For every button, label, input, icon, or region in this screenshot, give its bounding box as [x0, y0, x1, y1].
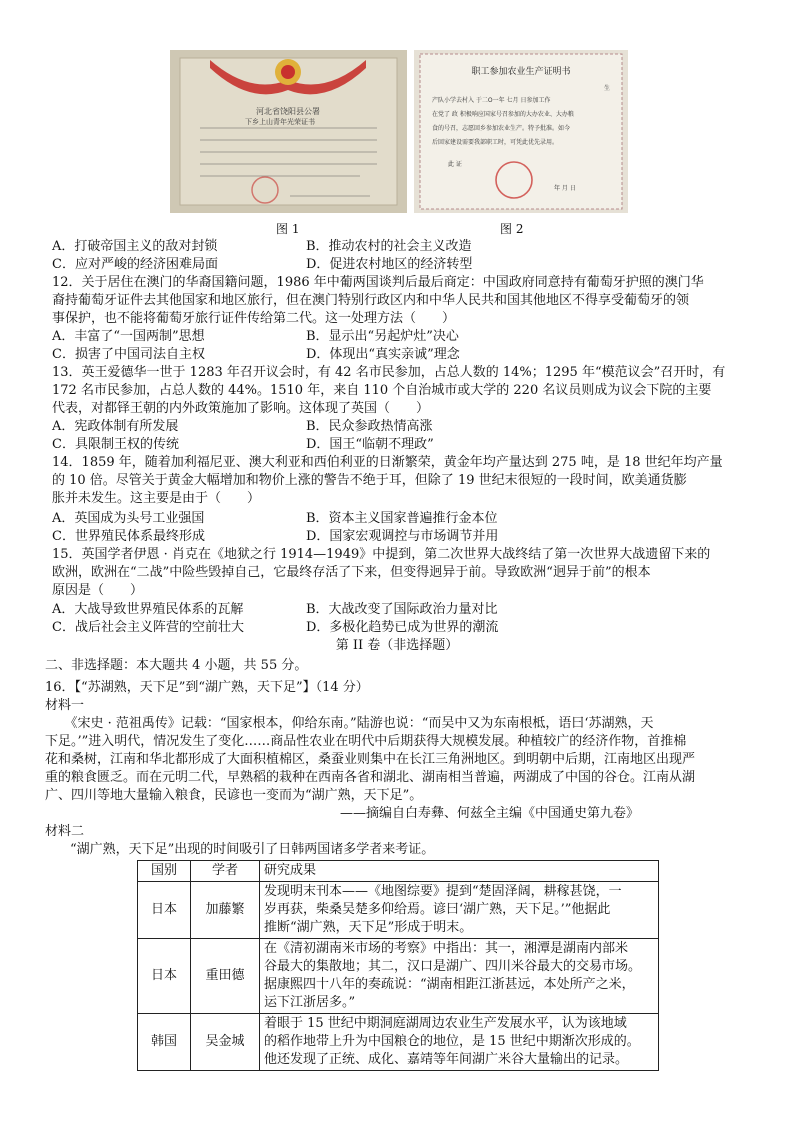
q15-stem-line: 原因是（ ） — [52, 583, 144, 598]
table-header-cell: 国别 — [138, 861, 191, 882]
figure-1-caption: 图 1 — [276, 222, 300, 236]
figure-1-photo — [170, 50, 407, 213]
material-1-label: 材料一 — [45, 698, 85, 713]
material-1-line: 《宋史 · 范祖禹传》记载：“国家根本，仰给东南。”陆游也说：“而吴中又为东南根柢，语曰‘苏湖熟，天 — [45, 716, 654, 731]
certificate-heading: 河北省饶阳县公署 — [256, 107, 320, 116]
material-2-intro: “湖广熟，天下足”出现的时间吸引了日韩两国诸多学者来考证。 — [70, 842, 435, 857]
q12-stem-line: 裔持葡萄牙证件去其他国家和地区旅行，但在澳门特别行政区内和中华人民共和国其他地区不得享受葡萄牙的领 — [52, 293, 690, 308]
q12-option-c: C．损害了中国司法自主权 — [52, 347, 205, 362]
result-line: 发现明末刊本——《地图综要》提到“楚固泽阔，耕稼甚饶，一 — [264, 884, 622, 899]
q14-option-c: C．世界殖民体系最终形成 — [52, 529, 205, 544]
result-line: 运下江浙居多。” — [264, 995, 356, 1010]
proof-line-1: 生 — [604, 85, 611, 92]
result-line: 在《清初湖南米市场的考察》中指出：其一，湘潭是湖南内部米 — [264, 941, 629, 956]
certificate-subheading: 下乡上山青年光荣证书 — [245, 118, 315, 126]
table-row — [138, 1014, 659, 1071]
result-cell — [260, 882, 659, 939]
scholar-cell: 加藤繁 — [191, 882, 260, 939]
proof-line-7: 年 月 日 — [554, 185, 576, 192]
proof-line-4: 食的号召，志愿回乡参加农业生产。特予批准。如今 — [432, 125, 571, 132]
q15-option-c: C．战后社会主义阵营的空前壮大 — [52, 620, 244, 635]
q14-stem-line: 胀并未发生。这主要是由于（ ） — [52, 491, 261, 506]
material-1-line: 下足。’”进入明代，情况发生了变化……商品性农业在明代中后期获得大规模发展。种植较广的经济作物，首推棉 — [45, 734, 687, 749]
proof-line-3: 在党了 政 积极响应国家号召参加的大办农业、大办粮 — [432, 111, 574, 118]
q11-option-c: C．应对严峻的经济困难局面 — [52, 257, 218, 272]
q12-stem-line: 事保护，也不能将葡萄牙旅行证件传给第二代。这一处理方法（ ） — [52, 311, 456, 326]
q15-stem-line: 15．英国学者伊恩 · 肖克在《地狱之行 1914—1949》中提到，第二次世界大战终结了第一次世界大战遗留下来的 — [52, 547, 711, 562]
table-header-cell: 学者 — [191, 861, 260, 882]
q14-option-d: D．国家宏观调控与市场调节并用 — [306, 529, 499, 544]
material-1-line: 重的粮食匮乏。而在元明二代，早熟稻的栽种在西南各省和湖北、湖南相当普遍，两湖成了中国的谷仓。江南从湖 — [45, 770, 696, 785]
scholar-cell: 吴金城 — [191, 1014, 260, 1071]
country-cell: 日本 — [138, 882, 191, 939]
q15-option-d: D．多极化趋势已成为世界的潮流 — [306, 620, 499, 635]
scholar-research-table — [137, 860, 659, 1071]
q12-option-b: B．显示出“另起炉灶”决心 — [306, 329, 459, 344]
table-row — [138, 882, 659, 939]
q14-option-b: B．资本主义国家普遍推行金本位 — [306, 511, 498, 526]
material-1-line: 花和桑树，江南和华北都形成了大面积植棉区，桑蚕业则集中在长江三角洲地区。到明朝中后期，江南地区出现严 — [45, 752, 696, 767]
q11-option-a: A．打破帝国主义的敌对封锁 — [52, 239, 218, 254]
table-header-row — [138, 861, 659, 882]
q15-option-b: B．大战改变了国际政治力量对比 — [306, 602, 498, 617]
material-1-line: 广、四川等地大量输入粮食，民谚也一变而为“湖广熟，天下足”。 — [45, 788, 423, 803]
result-line: 他还发现了正统、成化、嘉靖等年间湖广米谷大量输出的记录。 — [264, 1052, 629, 1067]
figure-2-caption: 图 2 — [500, 222, 524, 236]
proof-line-6: 此 证 — [448, 161, 462, 168]
q12-option-a: A．丰富了“一国两制”思想 — [52, 329, 205, 344]
country-cell: 日本 — [138, 939, 191, 1014]
result-line: 推断“湖广熟，天下足”形成于明末。 — [264, 920, 473, 935]
result-line: 岁再获，柴桑吴楚多仰给焉。谚曰‘湖广熟，天下足。’”他据此 — [264, 902, 611, 917]
q12-option-d: D．体现出“真实亲诚”理念 — [306, 347, 460, 362]
q14-stem-line: 的 10 倍。尽管关于黄金大幅增加和物价上涨的警告不绝于耳，但除了 19 世纪末很短的一段时间，欧美通货膨 — [52, 473, 687, 488]
proof-line-5: 后回家建设需要我部职工时，可凭此优先录用。 — [432, 139, 559, 146]
table-header-cell: 研究成果 — [260, 861, 659, 882]
part-2-title: 第 II 卷（非选择题） — [335, 638, 459, 653]
proof-letter-image — [414, 50, 628, 213]
result-line: 据康熙四十八年的奏疏说：“湖南相距江浙甚远，本处所产之米， — [264, 977, 635, 992]
certificate-image — [170, 50, 407, 213]
q13-stem-line: 172 名市民参加，占总人数的 44%。1510 年，来自 110 个自治城市或大学的 220 名议员则成为议会下院的主要 — [52, 383, 712, 398]
q13-option-b: B．民众参政热情高涨 — [306, 419, 433, 434]
result-cell — [260, 1014, 659, 1071]
q13-option-c: C．具限制王权的传统 — [52, 437, 179, 452]
result-cell — [260, 939, 659, 1014]
result-line: 谷最大的集散地；其二，汉口是湖广、四川米谷最大的交易市场。 — [264, 959, 642, 974]
proof-line-2: 产队小学去村入 于二O一年 七月 日参加工作 — [432, 97, 551, 104]
country-cell: 韩国 — [138, 1014, 191, 1071]
q13-option-d: D．国王“临朝不理政” — [306, 437, 434, 452]
scholar-cell: 重田德 — [191, 939, 260, 1014]
section-2-heading: 二、非选择题：本大题共 4 小题，共 55 分。 — [45, 658, 308, 673]
q11-option-b: B．推动农村的社会主义改造 — [306, 239, 472, 254]
proof-letter-title: 职工参加农业生产证明书 — [471, 67, 571, 77]
figure-2-photo — [414, 50, 628, 213]
q13-option-a: A．宪政体制有所发展 — [52, 419, 179, 434]
q12-stem-line: 12．关于居住在澳门的华裔国籍问题，1986 年中葡两国谈判后最后商定：中国政府同意持有葡萄牙护照的澳门华 — [52, 275, 704, 290]
result-line: 着眼于 15 世纪中期洞庭湖周边农业生产发展水平，认为该地域 — [264, 1016, 627, 1031]
material-1-source: ——摘编自白寿彝、何兹全主编《中国通史第九卷》 — [340, 806, 640, 821]
q13-stem-line: 13．英王爱德华一世于 1283 年召开议会时，有 42 名市民参加，占总人数的 14%；1295 年“模范议会”召开时，有 — [52, 365, 726, 380]
q14-stem-line: 14．1859 年，随着加利福尼亚、澳大利亚和西伯利亚的日渐繁荣，黄金年均产量达到 275 吨，是 18 世纪年均产量 — [52, 455, 723, 470]
table-row — [138, 939, 659, 1014]
q14-option-a: A．英国成为头号工业强国 — [52, 511, 205, 526]
q15-stem-line: 欧洲，欧洲在“二战”中险些毁掉自己，它最终存活了下来，但变得迥异于前。导致欧洲“迥异于前”的根本 — [52, 565, 651, 580]
q15-option-a: A．大战导致世界殖民体系的瓦解 — [52, 602, 244, 617]
result-line: 的稻作地带上升为中国粮仓的地位，是 15 世纪中期渐次形成的。 — [264, 1034, 640, 1049]
q13-stem-line: 代表，对都铎王朝的内外政策施加了影响。这体现了英国（ ） — [52, 401, 430, 416]
q11-option-d: D．促进农村地区的经济转型 — [306, 257, 473, 272]
q16-title: 16．【“苏湖熟，天下足”到“湖广熟，天下足”】（14 分） — [45, 680, 369, 695]
material-2-label: 材料二 — [45, 824, 85, 839]
